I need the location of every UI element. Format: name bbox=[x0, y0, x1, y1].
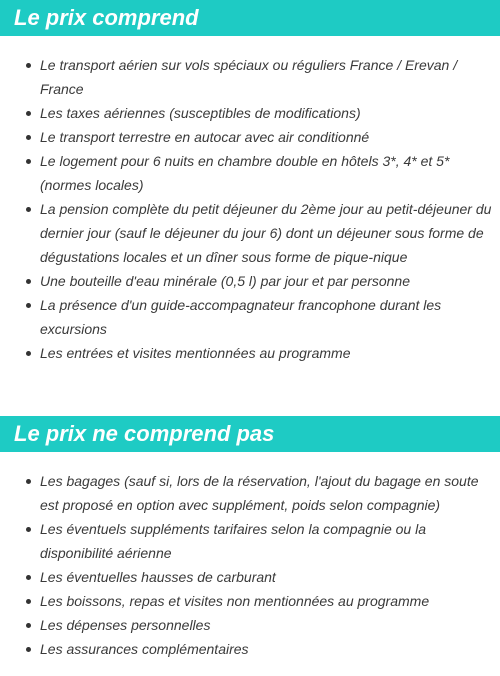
list-item-text: Le logement pour 6 nuits en chambre double en hôtels 3*, 4* et 5* (normes locales) bbox=[40, 153, 450, 193]
list-item-text: Les dépenses personnelles bbox=[40, 617, 211, 633]
list-item-text: Les éventuels suppléments tarifaires selon la compagnie ou la disponibilité aérienne bbox=[40, 521, 427, 561]
list-item bbox=[0, 469, 500, 517]
list-item-text: Le transport aérien sur vols spéciaux ou réguliers France / Erevan / France bbox=[40, 57, 458, 97]
bullet-icon bbox=[26, 479, 31, 484]
list-item-text: Les assurances complémentaires bbox=[40, 641, 249, 657]
list-item bbox=[0, 613, 500, 637]
list-item bbox=[0, 589, 500, 613]
bullet-icon bbox=[26, 111, 31, 116]
excluded-section bbox=[0, 416, 500, 661]
list-item-text: Les entrées et visites mentionnées au programme bbox=[40, 345, 351, 361]
included-header: Le prix comprend bbox=[0, 0, 500, 36]
list-item-text: Le transport terrestre en autocar avec air conditionné bbox=[40, 129, 370, 145]
list-item bbox=[0, 341, 500, 365]
list-item bbox=[0, 517, 500, 565]
bullet-icon bbox=[26, 159, 31, 164]
bullet-icon bbox=[26, 599, 31, 604]
bullet-icon bbox=[26, 279, 31, 284]
bullet-icon bbox=[26, 647, 31, 652]
bullet-icon bbox=[26, 135, 31, 140]
list-item bbox=[0, 293, 500, 341]
list-item bbox=[0, 125, 500, 149]
list-item-text: Les éventuelles hausses de carburant bbox=[40, 569, 276, 585]
list-item bbox=[0, 269, 500, 293]
list-item-text: Une bouteille d'eau minérale (0,5 l) par jour et par personne bbox=[40, 273, 411, 289]
list-item-text: Les bagages (sauf si, lors de la réservation, l'ajout du bagage en soute est proposé en option avec supplément, poids selon compagnie) bbox=[40, 473, 479, 513]
list-item-text: La présence d'un guide-accompagnateur francophone durant les excursions bbox=[40, 297, 442, 337]
bullet-icon bbox=[26, 623, 31, 628]
bullet-icon bbox=[26, 303, 31, 308]
list-item bbox=[0, 565, 500, 589]
bullet-icon bbox=[26, 63, 31, 68]
list-item-text: Les boissons, repas et visites non mentionnées au programme bbox=[40, 593, 430, 609]
included-list bbox=[0, 36, 500, 365]
list-item bbox=[0, 197, 500, 269]
bullet-icon bbox=[26, 207, 31, 212]
list-item bbox=[0, 149, 500, 197]
excluded-list bbox=[0, 452, 500, 661]
list-item bbox=[0, 101, 500, 125]
list-item bbox=[0, 53, 500, 101]
list-item-text: La pension complète du petit déjeuner du 2ème jour au petit-déjeuner du dernier jour (sauf le déjeuner du jour 6) dont un déjeuner sous forme de dégustations locales et un dîner sous forme de pique-nique bbox=[40, 201, 492, 265]
excluded-header: Le prix ne comprend pas bbox=[0, 416, 500, 452]
bullet-icon bbox=[26, 351, 31, 356]
bullet-icon bbox=[26, 527, 31, 532]
list-item-text: Les taxes aériennes (susceptibles de modifications) bbox=[40, 105, 361, 121]
bullet-icon bbox=[26, 575, 31, 580]
list-item bbox=[0, 637, 500, 661]
